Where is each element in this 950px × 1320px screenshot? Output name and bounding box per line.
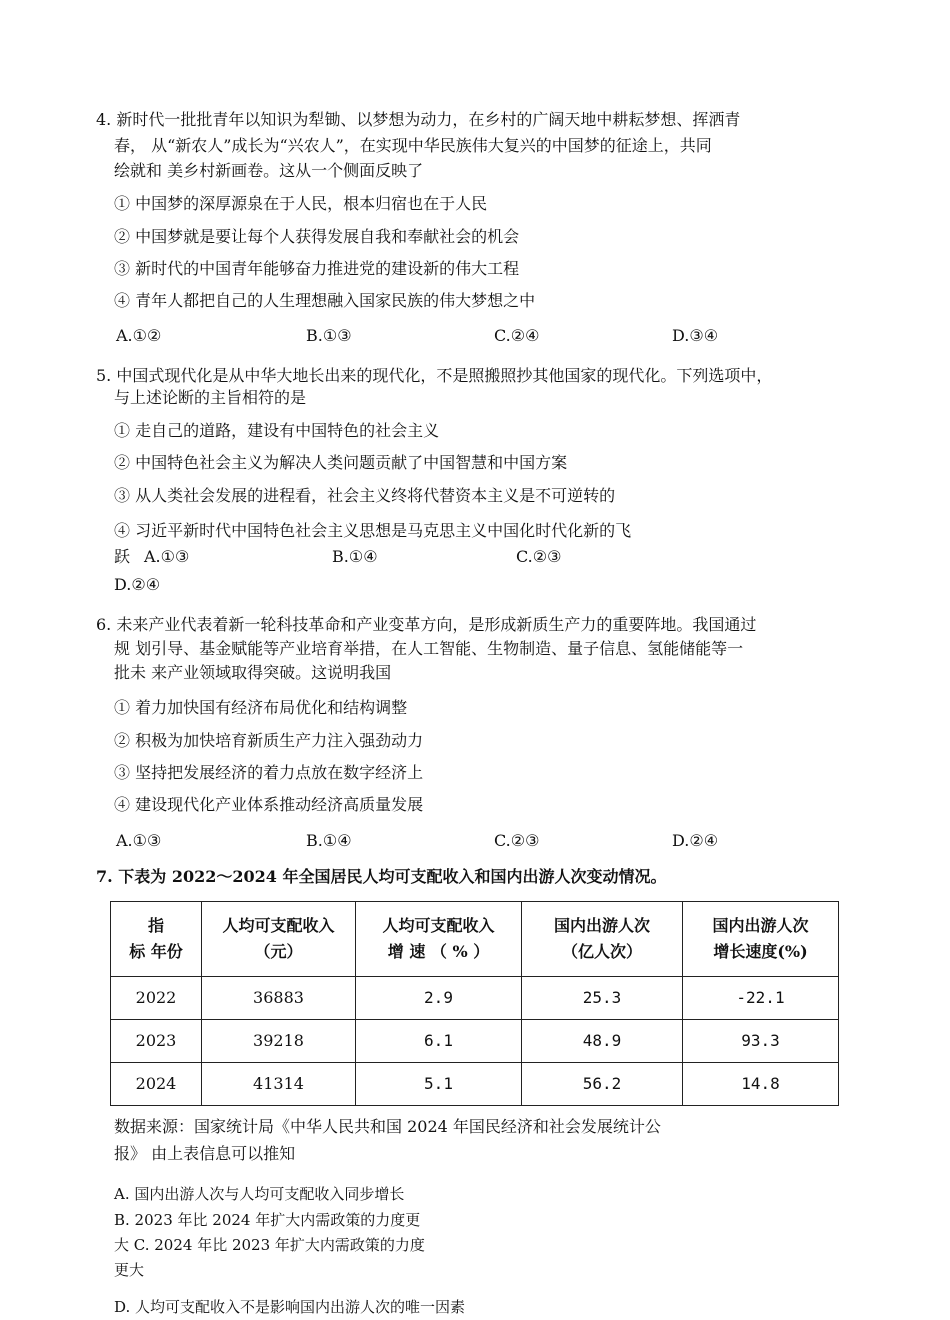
q4-item-1: ① 中国梦的深厚源泉在于人民，根本归宿也在于人民: [114, 194, 488, 213]
q4-option-a: A.①②: [116, 326, 162, 345]
cell-trips: 25.3: [522, 977, 683, 1020]
header-income-line-1: 人均可支配收入: [222, 916, 335, 935]
header-trips-line-1: 国内出游人次: [553, 916, 650, 935]
q6-option-c: C.②③: [494, 831, 540, 850]
cell-income-growth: 5.1: [356, 1063, 522, 1106]
header-trips-growth: [683, 902, 839, 977]
q6-option-d: D.②④: [672, 831, 719, 850]
q5-option-d: D.②④: [114, 575, 161, 594]
q4-stem-line-3: 绘就和 美乡村新画卷。这从一个侧面反映了: [114, 161, 424, 180]
q4-item-2: ② 中国梦就是要让每个人获得发展自我和奉献社会的机会: [114, 227, 520, 246]
header-income-line-2: （元）: [254, 942, 303, 961]
q6-item-2: ② 积极为加快培育新质生产力注入强劲动力: [114, 731, 424, 750]
q7-choice-d: D. 人均可支配收入不是影响国内出游人次的唯一因素: [114, 1298, 466, 1316]
cell-income: 41314: [202, 1063, 356, 1106]
q6-stem-line-3: 批未 来产业领域取得突破。这说明我国: [114, 663, 392, 682]
header-trips-growth-line-1: 国内出游人次: [712, 916, 809, 935]
q4-item-3: ③ 新时代的中国青年能够奋力推进党的建设新的伟大工程: [114, 259, 520, 278]
q4-options: [114, 323, 834, 349]
cell-income-growth: 6.1: [356, 1020, 522, 1063]
table-row: [111, 1020, 839, 1063]
q6-stem-line-1: 6. 未来产业代表着新一轮科技革命和产业变革方向，是形成新质生产力的重要阵地。我国通过: [96, 615, 757, 634]
q5-option-c: C.②③: [516, 547, 562, 566]
q5-item-3: ③ 从人类社会发展的进程看，社会主义终将代替资本主义是不可逆转的: [114, 486, 616, 505]
q7-source-line-2: 报》 由上表信息可以推知: [114, 1144, 296, 1163]
table-row: [111, 977, 839, 1020]
corner-label-top: 指: [147, 916, 164, 935]
q6-item-4: ④ 建设现代化产业体系推动经济高质量发展: [114, 795, 424, 814]
q5-item-2: ② 中国特色社会主义为解决人类问题贡献了中国智慧和中国方案: [114, 453, 568, 472]
q6-option-b: B.①④: [306, 831, 352, 850]
cell-trips: 56.2: [522, 1063, 683, 1106]
q4-option-b: B.①③: [306, 326, 352, 345]
q7-source-line-1: 数据来源：国家统计局《中华人民共和国 2024 年国民经济和社会发展统计公: [114, 1117, 661, 1136]
q6-options: [114, 828, 834, 854]
q5-item-1: ① 走自己的道路，建设有中国特色的社会主义: [114, 421, 440, 440]
corner-label-bottom: 标 年份: [129, 942, 183, 961]
cell-year: 2022: [111, 977, 202, 1020]
q5-option-a: A.①③: [144, 547, 190, 566]
header-income-growth-line-2: 增 速 （ % ）: [387, 942, 490, 961]
cell-trips-growth: 93.3: [683, 1020, 839, 1063]
header-trips: [522, 902, 683, 977]
q7-choice-b-tail-c: 大 C. 2024 年比 2023 年扩大内需政策的力度: [114, 1236, 425, 1254]
cell-trips-growth: 14.8: [683, 1063, 839, 1106]
q6-stem-line-2: 规 划引导、基金赋能等产业培育举措，在人工智能、生物制造、量子信息、氢能储能等一: [114, 639, 744, 658]
cell-year: 2024: [111, 1063, 202, 1106]
table-header-row: [111, 902, 839, 977]
cell-income: 36883: [202, 977, 356, 1020]
cell-trips: 48.9: [522, 1020, 683, 1063]
header-income: [202, 902, 356, 977]
table-corner-cell: [111, 902, 202, 977]
cell-income: 39218: [202, 1020, 356, 1063]
q4-item-4: ④ 青年人都把自己的人生理想融入国家民族的伟大梦想之中: [114, 291, 536, 310]
q5-item-4-tail: 跃: [114, 547, 131, 566]
q5-options-row: [114, 544, 834, 570]
cell-year: 2023: [111, 1020, 202, 1063]
header-income-growth: [356, 902, 522, 977]
q4-option-c: C.②④: [494, 326, 540, 345]
q7-choice-c-tail: 更大: [114, 1261, 145, 1279]
q5-stem-line-2: 与上述论断的主旨相符的是: [114, 388, 307, 407]
income-travel-table: [110, 901, 839, 1106]
q4-stem-line-2: 春， 从“新农人”成长为“兴农人”，在实现中华民族伟大复兴的中国梦的征途上，共同: [114, 136, 712, 155]
q4-option-d: D.③④: [672, 326, 719, 345]
cell-trips-growth: -22.1: [683, 977, 839, 1020]
header-income-growth-line-1: 人均可支配收入: [382, 916, 495, 935]
table-row: [111, 1063, 839, 1106]
q7-choice-a: A. 国内出游人次与人均可支配收入同步增长: [114, 1185, 405, 1203]
q7-stem: 7. 下表为 2022～2024 年全国居民人均可支配收入和国内出游人次变动情况。: [96, 867, 667, 886]
q5-item-4: ④ 习近平新时代中国特色社会主义思想是马克思主义中国化时代化新的飞: [114, 521, 632, 540]
q6-item-1: ① 着力加快国有经济布局优化和结构调整: [114, 698, 408, 717]
q5-option-b: B.①④: [332, 547, 378, 566]
q7-choice-b: B. 2023 年比 2024 年扩大内需政策的力度更: [114, 1211, 421, 1229]
header-trips-line-2: （亿人次）: [561, 942, 642, 961]
q5-stem-line-1: 5. 中国式现代化是从中华大地长出来的现代化，不是照搬照抄其他国家的现代化。下列选项中，: [96, 366, 773, 385]
q6-item-3: ③ 坚持把发展经济的着力点放在数字经济上: [114, 763, 424, 782]
q4-stem-line-1: 4. 新时代一批批青年以知识为犁锄、以梦想为动力，在乡村的广阔天地中耕耘梦想、挥洒青: [96, 110, 741, 129]
q6-option-a: A.①③: [116, 831, 162, 850]
cell-income-growth: 2.9: [356, 977, 522, 1020]
header-trips-growth-line-2: 增长速度(%): [713, 942, 808, 961]
